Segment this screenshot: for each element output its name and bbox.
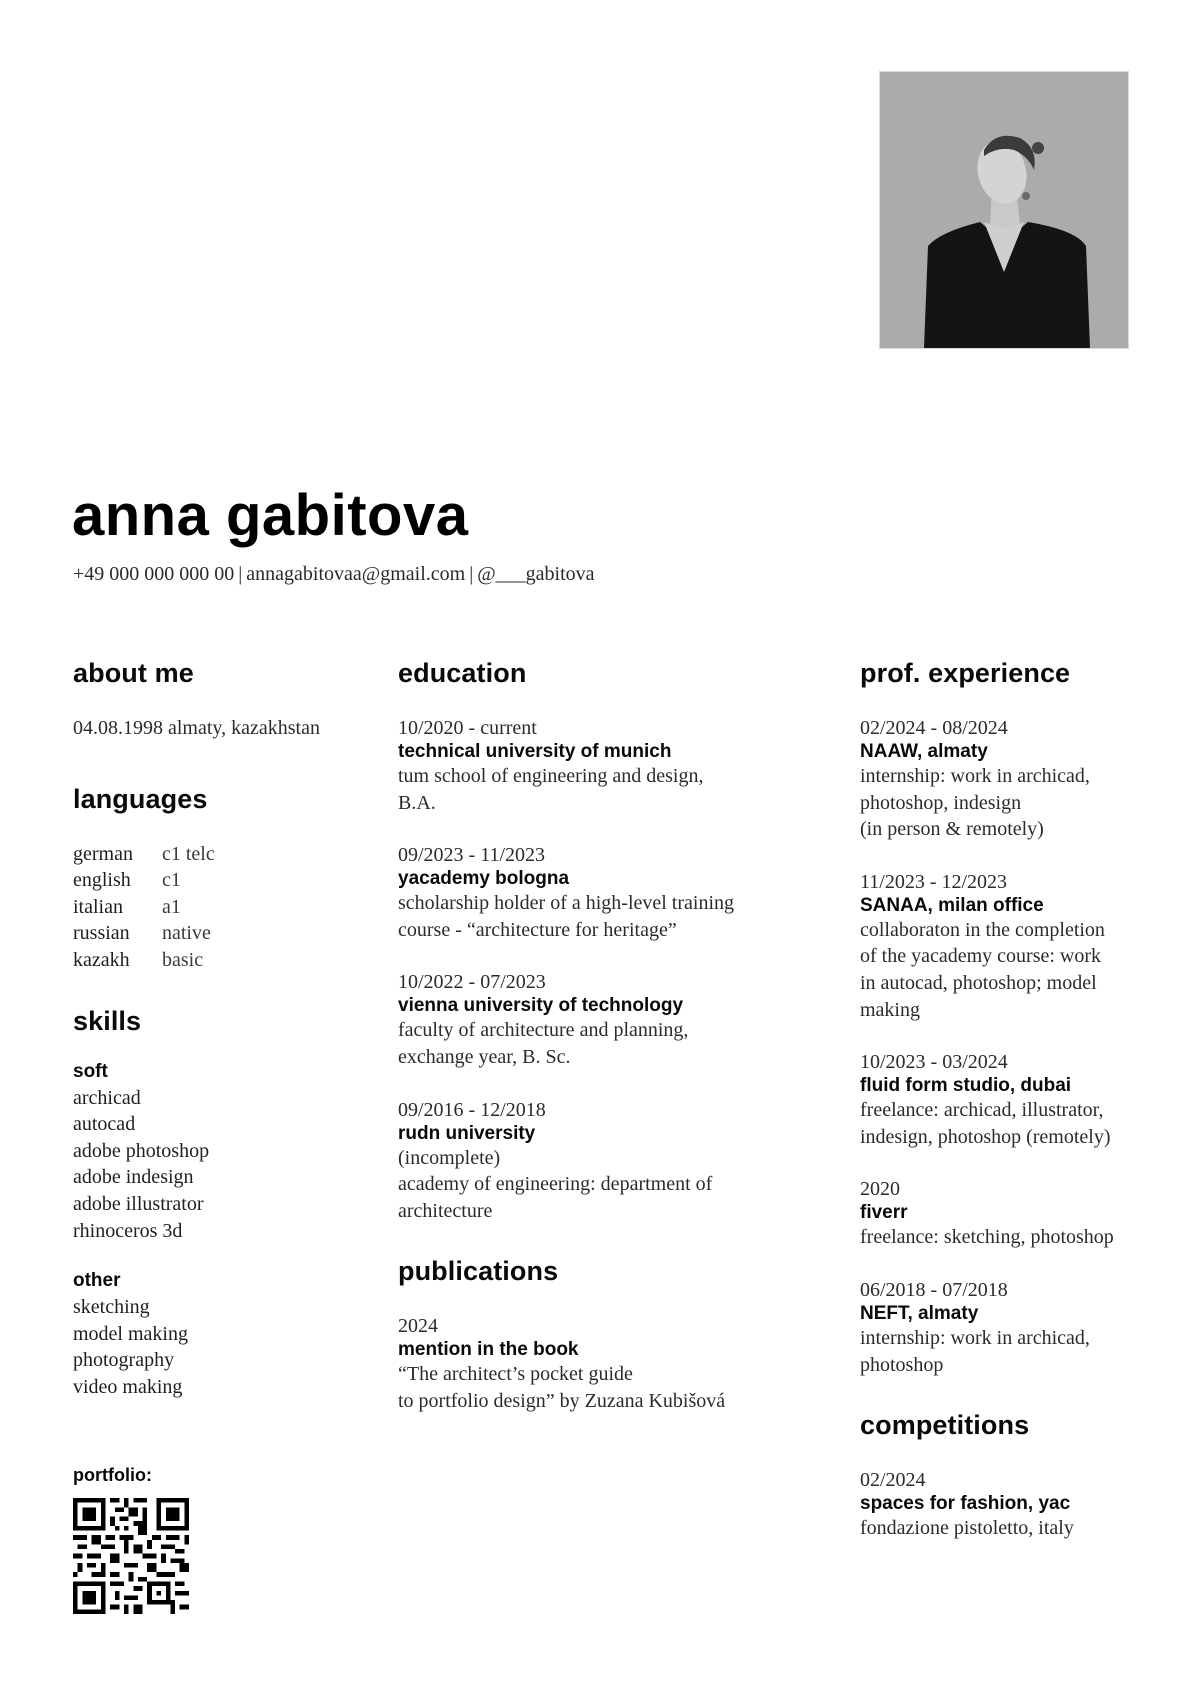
language-name: english (73, 869, 131, 892)
portfolio-block (73, 1465, 189, 1619)
skill-item: archicad (73, 1086, 141, 1109)
languages-list (73, 841, 363, 974)
entry-line: architecture (398, 1199, 493, 1222)
entry-date: 2024 (398, 1315, 438, 1338)
entry-date: 10/2023 - 03/2024 (860, 1051, 1008, 1074)
language-level: native (162, 922, 211, 945)
entry-company: NEFT, almaty (860, 1302, 979, 1324)
language-level: basic (162, 948, 204, 971)
experience-entry (860, 1049, 1180, 1150)
publication-entry (398, 1313, 818, 1414)
education-entry (398, 842, 818, 943)
entry-line: “The architect’s pocket guide (398, 1363, 633, 1386)
entry-line: internship: work in archicad, (860, 765, 1090, 787)
entry-date: 09/2016 - 12/2018 (398, 1098, 546, 1121)
language-level: c1 (162, 869, 181, 892)
entry-date: 2020 (860, 1178, 900, 1201)
competitions-section (860, 1412, 1180, 1542)
social-handle[interactable]: @___gabitova (477, 563, 595, 585)
separator: | (238, 563, 243, 585)
skill-item: photography (73, 1349, 175, 1372)
about-text: 04.08.1998 almaty, kazakhstan (73, 717, 320, 739)
entry-date: 02/2024 - 08/2024 (860, 717, 1008, 739)
entry-title: spaces for fashion, yac (860, 1493, 1071, 1515)
entry-institution: technical university of munich (398, 741, 672, 762)
section-title-skills: skills (73, 1005, 142, 1036)
language-name: italian (73, 895, 123, 918)
entry-line: of the yacademy course: work (860, 945, 1102, 968)
language-item (73, 841, 363, 868)
entry-date: 06/2018 - 07/2018 (860, 1278, 1008, 1301)
competition-entry (860, 1467, 1180, 1542)
skill-item: autocad (73, 1113, 136, 1136)
entry-line: internship: work in archicad, (860, 1326, 1090, 1349)
contact-line (73, 562, 595, 586)
entry-line: to portfolio design” by Zuzana Kubišová (398, 1389, 726, 1412)
entry-company: fiverr (860, 1202, 908, 1224)
email-link[interactable]: annagabitovaa@gmail.com (246, 563, 466, 585)
portrait-illustration (880, 72, 1128, 348)
entry-company: fluid form studio, dubai (860, 1075, 1072, 1097)
section-title-publications: publications (398, 1256, 559, 1287)
publications-section (398, 1258, 818, 1414)
middle-column (398, 660, 818, 1441)
education-entry (398, 1097, 818, 1225)
entry-line: photoshop (860, 1353, 944, 1376)
entry-institution: yacademy bologna (398, 868, 570, 890)
entry-line: fondazione pistoletto, italy (860, 1517, 1074, 1540)
entry-line: indesign, photoshop (remotely) (860, 1125, 1111, 1148)
experience-section (860, 660, 1180, 1378)
entry-line: scholarship holder of a high-level training (398, 892, 735, 915)
about-section (73, 660, 363, 742)
entry-company: SANAA, milan office (860, 894, 1044, 916)
language-item (73, 867, 363, 894)
skills-section (73, 1005, 363, 1401)
experience-entry (860, 869, 1180, 1023)
experience-entry (860, 1277, 1180, 1378)
entry-line: collaboraton in the completion (860, 918, 1105, 941)
language-name: russian (73, 922, 130, 945)
language-level: c1 telc (162, 842, 215, 865)
section-title-experience: prof. experience (860, 658, 1071, 688)
entry-line: photoshop, indesign (860, 791, 1022, 814)
left-column (73, 660, 363, 1401)
publications-list (398, 1313, 818, 1414)
language-item (73, 920, 363, 947)
portrait-photo (880, 72, 1128, 348)
skills-soft (73, 1061, 363, 1245)
skill-item: video making (73, 1375, 183, 1398)
entry-institution: rudn university (398, 1122, 536, 1144)
entry-line: faculty of architecture and planning, (398, 1019, 689, 1042)
language-name: german (73, 842, 133, 865)
skill-group-title-soft: soft (73, 1060, 108, 1082)
entry-institution: vienna university of technology (398, 995, 684, 1017)
entry-line: (incomplete) (398, 1146, 501, 1169)
skill-item: adobe photoshop (73, 1139, 210, 1162)
right-column (860, 660, 1180, 1568)
entry-line: freelance: sketching, photoshop (860, 1226, 1114, 1249)
entry-company: NAAW, almaty (860, 741, 988, 762)
skill-item: adobe illustrator (73, 1192, 204, 1215)
entry-date: 10/2020 - current (398, 717, 537, 739)
entry-line: freelance: archicad, illustrator, (860, 1099, 1104, 1122)
languages-section (73, 783, 363, 974)
entry-line: B.A. (398, 791, 436, 814)
language-item (73, 947, 363, 974)
section-title-languages: languages (73, 783, 208, 814)
entry-date: 11/2023 - 12/2023 (860, 870, 1008, 893)
entry-line: academy of engineering: department of (398, 1173, 713, 1196)
candidate-name: anna gabitova (72, 483, 469, 548)
entry-line: making (860, 998, 920, 1021)
skills-other (73, 1270, 363, 1400)
section-title-competitions: competitions (860, 1410, 1030, 1441)
portfolio-label: portfolio: (73, 1465, 152, 1485)
competitions-list (860, 1467, 1180, 1542)
entry-date: 02/2024 (860, 1469, 926, 1492)
experience-entry (860, 715, 1180, 843)
language-level: a1 (162, 895, 181, 918)
portfolio-qr-code[interactable] (73, 1498, 189, 1614)
skill-item: model making (73, 1322, 188, 1345)
section-title-education: education (398, 658, 527, 688)
education-entry (398, 969, 818, 1070)
entry-line: (in person & remotely) (860, 818, 1044, 841)
entry-line: tum school of engineering and design, (398, 765, 704, 787)
phone-number: +49 000 000 000 00 (73, 563, 235, 585)
entry-line: in autocad, photoshop; model (860, 971, 1097, 994)
skill-item: rhinoceros 3d (73, 1219, 183, 1242)
separator: | (469, 563, 474, 585)
section-title-about: about me (73, 658, 194, 688)
experience-list (860, 715, 1180, 1378)
skill-item: adobe indesign (73, 1166, 194, 1189)
entry-date: 09/2023 - 11/2023 (398, 844, 546, 867)
education-entry (398, 715, 818, 816)
skill-group-title-other: other (73, 1270, 121, 1292)
entry-line: exchange year, B. Sc. (398, 1045, 571, 1068)
education-section (398, 660, 818, 1224)
entry-title: mention in the book (398, 1339, 579, 1361)
experience-entry (860, 1176, 1180, 1251)
entry-line: course - “architecture for heritage” (398, 918, 677, 941)
language-item (73, 894, 363, 921)
skill-item: sketching (73, 1296, 150, 1319)
language-name: kazakh (73, 948, 130, 971)
education-list (398, 715, 818, 1224)
entry-date: 10/2022 - 07/2023 (398, 971, 546, 994)
